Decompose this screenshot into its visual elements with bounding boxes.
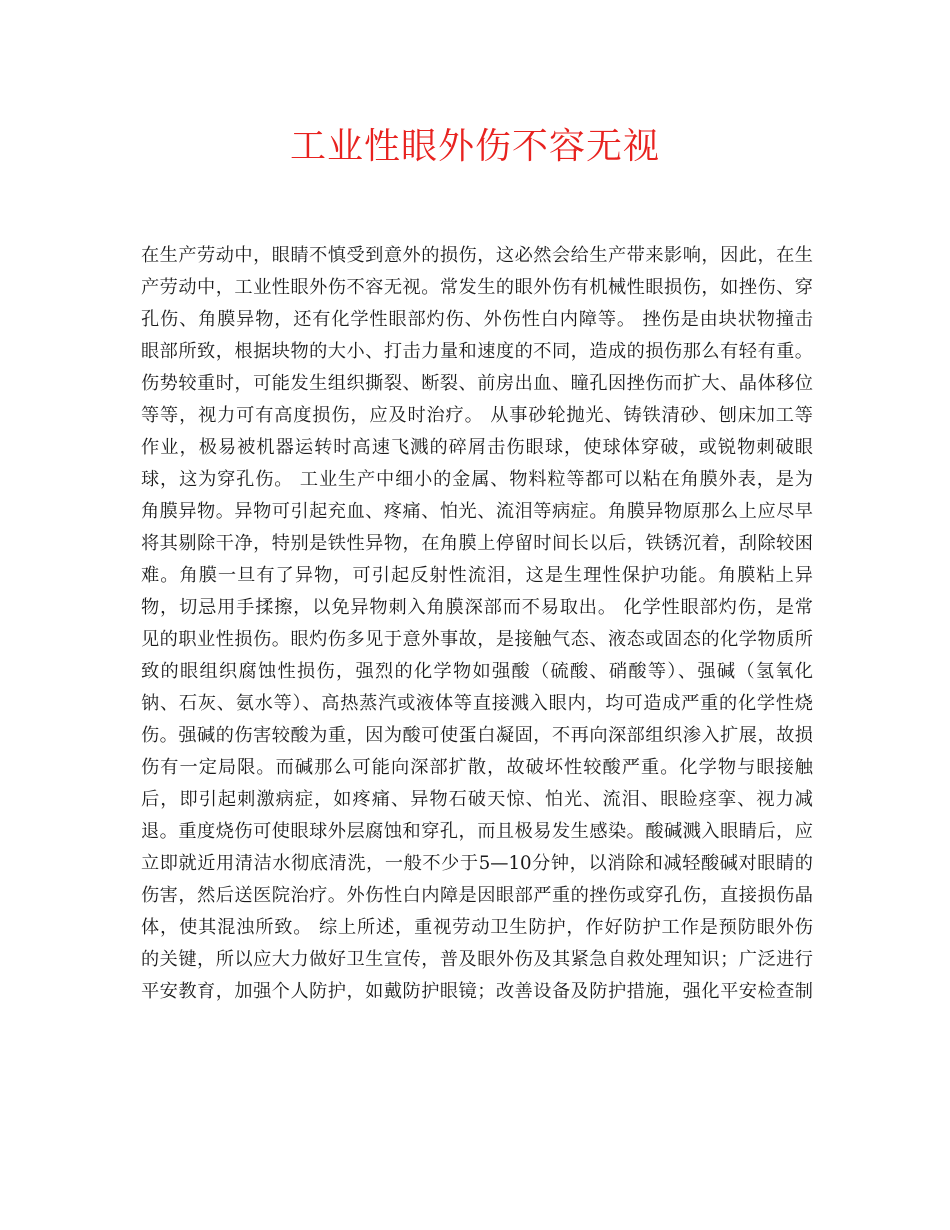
text-line: 体，使其混浊所致。 综上所述，重视劳动卫生防护，作好防护工作是预防眼外伤	[141, 917, 813, 938]
text-line: 平安教育，加强个人防护，如戴防护眼镜；改善设备及防护措施，强化平安检查制	[141, 981, 813, 1002]
text-line: 作业，极易被机器运转时高速飞溅的碎屑击伤眼球，使球体穿破，或锐物刺破眼	[141, 437, 813, 458]
text-line: 伤害，然后送医院治疗。外伤性白内障是因眼部严重的挫伤或穿孔伤，直接损伤晶	[141, 885, 813, 906]
text-line: 在生产劳动中，眼睛不慎受到意外的损伤，这必然会给生产带来影响，因此，在生	[141, 245, 813, 266]
text-line: 产劳动中，工业性眼外伤不容无视。常发生的眼外伤有机械性眼损伤，如挫伤、穿	[141, 277, 813, 298]
text-line: 孔伤、角膜异物，还有化学性眼部灼伤、外伤性白内障等。 挫伤是由块状物撞击	[141, 309, 813, 330]
text-line: 伤势较重时，可能发生组织撕裂、断裂、前房出血、瞳孔因挫伤而扩大、晶体移位	[141, 373, 813, 394]
text-line: 的关键，所以应大力做好卫生宣传，普及眼外伤及其紧急自救处理知识；广泛进行	[141, 949, 813, 970]
text-line: 角膜异物。异物可引起充血、疼痛、怕光、流泪等病症。角膜异物原那么上应尽早	[141, 501, 813, 522]
text-line: 见的职业性损伤。眼灼伤多见于意外事故，是接触气态、液态或固态的化学物质所	[141, 629, 813, 650]
text-line: 伤有一定局限。而碱那么可能向深部扩散，故破坏性较酸严重。化学物与眼接触	[141, 757, 813, 778]
text-line: 致的眼组织腐蚀性损伤，强烈的化学物如强酸（硫酸、硝酸等）、强碱（氢氧化	[141, 661, 813, 682]
text-line: 伤。强碱的伤害较酸为重，因为酸可使蛋白凝固，不再向深部组织渗入扩展，故损	[141, 725, 813, 746]
text-line: 眼部所致，根据块物的大小、打击力量和速度的不同，造成的损伤那么有轻有重。	[141, 341, 813, 362]
text-line: 等等，视力可有高度损伤，应及时治疗。 从事砂轮抛光、铸铁清砂、刨床加工等	[141, 405, 813, 426]
text-line: 将其剔除干净，特别是铁性异物，在角膜上停留时间长以后，铁锈沉着，刮除较困	[141, 533, 813, 554]
text-line: 钠、石灰、氨水等）、高热蒸汽或液体等直接溅入眼内，均可造成严重的化学性烧	[141, 693, 813, 714]
text-line: 物，切忌用手揉擦，以免异物刺入角膜深部而不易取出。 化学性眼部灼伤，是常	[141, 597, 813, 618]
text-line: 退。重度烧伤可使眼球外层腐蚀和穿孔，而且极易发生感染。酸碱溅入眼睛后，应	[141, 821, 813, 842]
text-line: 难。角膜一旦有了异物，可引起反射性流泪，这是生理性保护功能。角膜粘上异	[141, 565, 813, 586]
text-line: 后，即引起刺激病症，如疼痛、异物石破天惊、怕光、流泪、眼睑痉挛、视力减	[141, 789, 813, 810]
text-line: 球，这为穿孔伤。 工业生产中细小的金属、物料粒等都可以粘在角膜外表，是为	[141, 469, 813, 490]
page-title: 工业性眼外伤不容无视	[289, 126, 660, 167]
body-text	[141, 240, 813, 1008]
text-line: 立即就近用清洁水彻底清洗，一般不少于5—10分钟，以消除和减轻酸碱对眼睛的	[141, 853, 813, 874]
